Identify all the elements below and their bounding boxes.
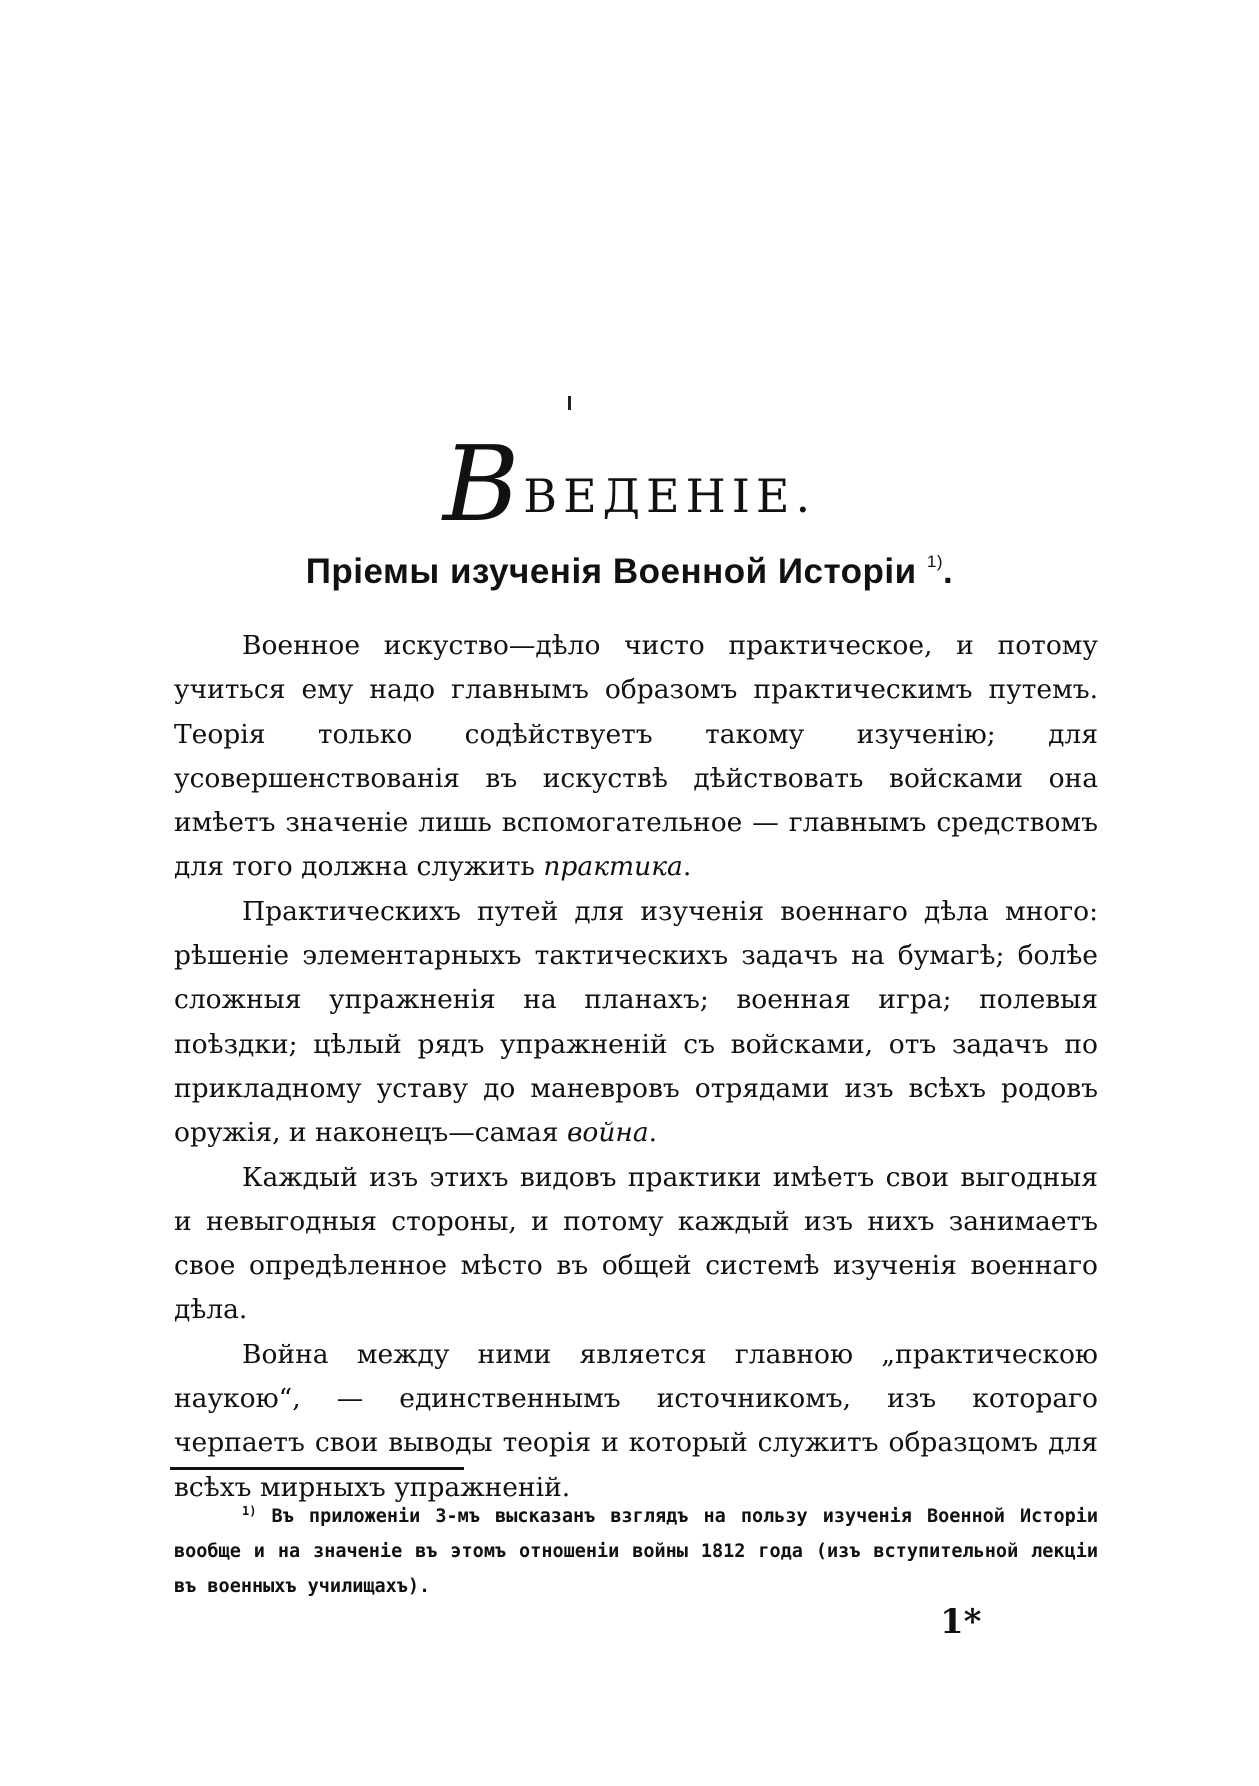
footnote-text: Въ приложеніи 3-мъ высказанъ взглядъ на пользу изученія Военной Исторіи вообще и на значеніе въ этомъ отношеніи войны 1812 года (изъ вступительной лекціи въ военныхъ училищахъ). bbox=[174, 1506, 1098, 1597]
footnote-marker: 1) bbox=[242, 1504, 257, 1518]
body-text bbox=[174, 624, 1098, 1510]
paragraph-1 bbox=[174, 624, 1098, 890]
paragraph-2-text: Практическихъ путей для изученія военнаго дѣла много: рѣшеніе элементарныхъ тактическихъ задачъ на бумагѣ; болѣе сложныя упражненія на планахъ; военная игра; полевыя поѣздки; цѣлый рядъ упражненій съ войсками, отъ задачъ по прикладному уставу до маневровъ отрядами изъ всѣхъ родовъ оружія, и наконецъ—самая bbox=[174, 895, 1098, 1149]
paragraph-2 bbox=[174, 890, 1098, 1156]
paragraph-1-end: . bbox=[682, 851, 692, 883]
paragraph-1-emphasis: практика bbox=[543, 851, 683, 883]
paragraph-4-text: Война между ними является главною „практическою наукою“, — единственнымъ источникомъ, изъ котораго черпаетъ свои выводы теорія и который служитъ образцомъ для всѣхъ мирныхъ упражненій. bbox=[174, 1338, 1098, 1503]
footnote-reference: 1) bbox=[926, 552, 944, 571]
section-title-period: . bbox=[943, 552, 954, 591]
paragraph-4 bbox=[174, 1333, 1098, 1510]
print-speck bbox=[568, 396, 571, 410]
paragraph-2-end: . bbox=[648, 1117, 658, 1149]
section-title-text: Пріемы изученія Военной Исторіи bbox=[305, 552, 917, 591]
chapter-title-initial: В bbox=[442, 423, 520, 545]
paragraph-2-emphasis: война bbox=[566, 1117, 649, 1149]
footnote-paragraph bbox=[174, 1494, 1098, 1604]
paragraph-3-text: Каждый изъ этихъ видовъ практики имѣетъ свои выгодныя и невыгодныя стороны, и потому каждый изъ нихъ занимаетъ свое опредѣленное мѣсто въ общей системѣ изученія военнаго дѣла. bbox=[174, 1161, 1098, 1326]
chapter-title-rest: ВЕДЕНІЕ. bbox=[523, 469, 817, 523]
chapter-title bbox=[0, 423, 1259, 545]
paragraph-3 bbox=[174, 1156, 1098, 1333]
paragraph-1-text: Военное искуство—дѣло чисто практическое, и потому учиться ему надо главнымъ образомъ практическимъ путемъ. Теорія только содѣйствуетъ такому изученію; для усовершенствованія въ искуствѣ дѣйствовать войсками она имѣетъ значеніе лишь вспомогательное — главнымъ средствомъ для того должна служить bbox=[174, 630, 1098, 883]
footnote-divider bbox=[170, 1467, 464, 1470]
footnote bbox=[174, 1494, 1098, 1604]
page-number: 1* bbox=[940, 1602, 982, 1642]
section-title bbox=[0, 552, 1259, 592]
